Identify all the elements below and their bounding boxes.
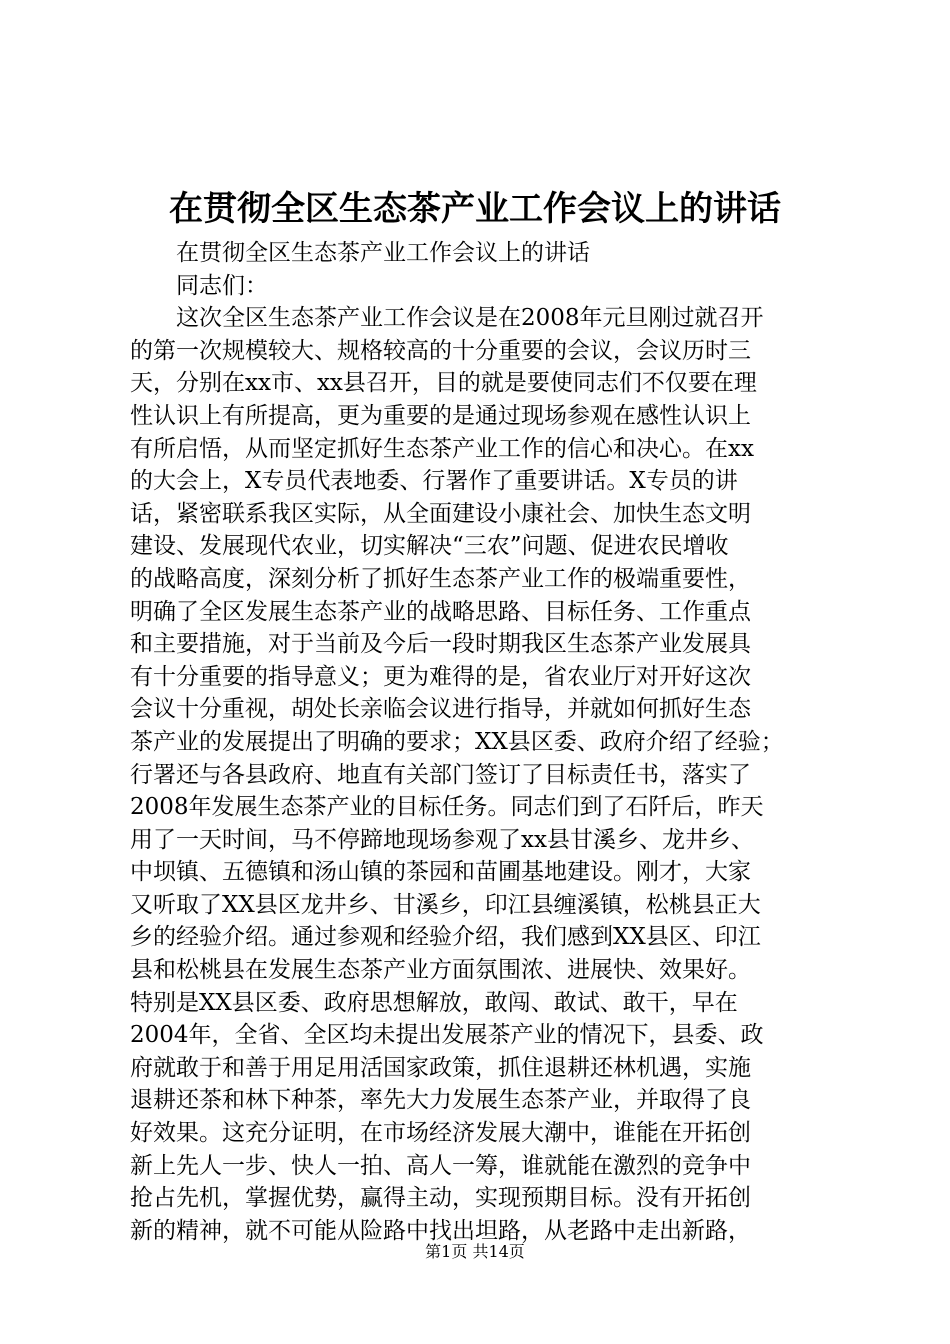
paragraph-line: 抢占先机，掌握优势，赢得主动，实现预期目标。没有开拓创 xyxy=(130,1185,751,1212)
paragraph-line: 新的精神，就不可能从险路中找出坦路，从老路中走出新路， xyxy=(130,1217,751,1244)
paragraph-line: 明确了全区发展生态茶产业的战略思路、目标任务、工作重点 xyxy=(130,598,751,625)
document-subtitle: 在贯彻全区生态茶产业工作会议上的讲话 xyxy=(176,240,590,266)
salutation: 同志们： xyxy=(176,272,268,299)
paragraph-line: 茶产业的发展提出了明确的要求；XX县区委、政府介绍了经验； xyxy=(130,728,784,755)
paragraph-line: 新上先人一步、快人一拍、高人一筹，谁就能在激烈的竞争中 xyxy=(130,1152,751,1179)
page-number-footer: 第1页 共14页 xyxy=(425,1242,525,1261)
paragraph-line: 退耕还茶和林下种茶，率先大力发展生态茶产业，并取得了良 xyxy=(130,1087,751,1114)
paragraph-line: 的战略高度，深刻分析了抓好生态茶产业工作的极端重要性， xyxy=(130,565,751,592)
paragraph-line: 话，紧密联系我区实际，从全面建设小康社会、加快生态文明 xyxy=(130,500,751,527)
document-title: 在贯彻全区生态茶产业工作会议上的讲话 xyxy=(169,189,781,229)
paragraph-line: 府就敢于和善于用足用活国家政策，抓住退耕还林机遇，实施 xyxy=(130,1054,751,1081)
paragraph-line: 天，分别在xx市、xx县召开，目的就是要使同志们不仅要在理 xyxy=(130,370,757,397)
paragraph-line: 有十分重要的指导意义；更为难得的是，省农业厅对开好这次 xyxy=(130,663,751,690)
paragraph-line: 用了一天时间，马不停蹄地现场参观了xx县甘溪乡、龙井乡、 xyxy=(130,826,754,853)
paragraph-line: 2008年发展生态茶产业的目标任务。同志们到了石阡后，昨天 xyxy=(130,794,764,821)
paragraph-line: 2004年，全省、全区均未提出发展茶产业的情况下，县委、政 xyxy=(130,1022,764,1049)
paragraph-line: 中坝镇、五德镇和汤山镇的茶园和苗圃基地建设。刚才，大家 xyxy=(130,859,751,886)
paragraph-line: 建设、发展现代农业，切实解决“三农”问题、促进农民增收 xyxy=(130,533,729,560)
paragraph-line: 的大会上，X专员代表地委、行署作了重要讲话。X专员的讲 xyxy=(130,468,738,495)
paragraph-line: 的第一次规模较大、规格较高的十分重要的会议，会议历时三 xyxy=(130,337,751,364)
paragraph-line: 特别是XX县区委、政府思想解放，敢闯、敢试、敢干，早在 xyxy=(130,989,738,1016)
paragraph-line: 和主要措施，对于当前及今后一段时期我区生态茶产业发展具 xyxy=(130,631,751,658)
paragraph-line: 行署还与各县政府、地直有关部门签订了目标责任书，落实了 xyxy=(130,761,751,788)
paragraph-line: 这次全区生态茶产业工作会议是在2008年元旦刚过就召开 xyxy=(176,305,764,332)
paragraph-line: 又听取了XX县区龙井乡、甘溪乡，印江县缠溪镇，松桃县正大 xyxy=(130,891,761,918)
document-body xyxy=(130,237,850,1247)
paragraph-line: 乡的经验介绍。通过参观和经验介绍，我们感到XX县区、印江 xyxy=(130,924,761,951)
paragraph-line: 县和松桃县在发展生态茶产业方面氛围浓、进展快、效果好。 xyxy=(130,957,751,984)
paragraph-line: 有所启悟，从而坚定抓好生态茶产业工作的信心和决心。在xx xyxy=(130,435,754,462)
paragraph-line: 好效果。这充分证明，在市场经济发展大潮中，谁能在开拓创 xyxy=(130,1120,751,1147)
paragraph-line: 会议十分重视，胡处长亲临会议进行指导，并就如何抓好生态 xyxy=(130,696,751,723)
paragraph-line: 性认识上有所提高，更为重要的是通过现场参观在感性认识上 xyxy=(130,402,751,429)
